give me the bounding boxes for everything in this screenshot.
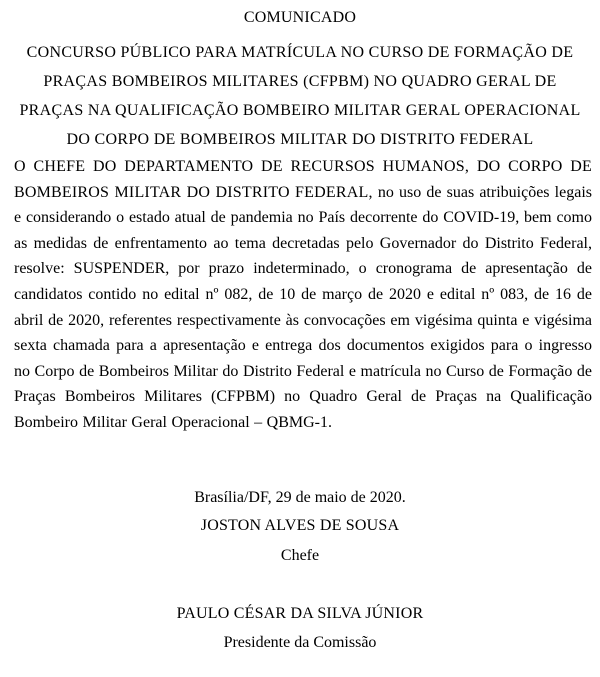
signatory-role: Chefe: [280, 547, 320, 564]
document-body: [14, 154, 592, 436]
subtitle-line: DO CORPO DE BOMBEIROS MILITAR DO DISTRITO FEDERAL: [66, 131, 534, 148]
subtitle-line: CONCURSO PÚBLICO PARA MATRÍCULA NO CURSO DE FORMAÇÃO DE: [26, 44, 574, 61]
body-lead: O CHEFE DO DEPARTAMENTO DE RECURSOS HUMANOS, DO CORPO DE BOMBEIROS MILITAR DO DISTRITO FEDERAL,: [14, 158, 592, 201]
subtitle-line: PRAÇAS BOMBEIROS MILITARES (CFPBM) NO QUADRO GERAL DE: [43, 73, 557, 90]
signatory-name: JOSTON ALVES DE SOUSA: [200, 517, 400, 534]
signatory-role: Presidente da Comissão: [223, 634, 377, 651]
document-subtitle: [16, 38, 584, 154]
signatory-name: PAULO CÉSAR DA SILVA JÚNIOR: [176, 605, 424, 622]
body-text: no uso de suas atribuições legais e considerando o estado atual de pandemia no País decorrente do COVID-19, bem como as medidas de enfrentamento ao tema decretadas pelo Governador do Distrito Federal, resolve: SUSPENDER, por prazo indeterminado, o cronograma de apresentação de candidatos contido no edital nº 082, de 10 de março de 2020 e edital nº 083, de 16 de abril de 2020, referentes respectivamente às convocações em vigésima quinta e vigésima sexta chamada para a apresentação e entrega dos documentos exigidos para o ingresso no Corpo de Bombeiros Militar do Distrito Federal e matrícula no Curso de Formação de Praças Bombeiros Militares (CFPBM) no Quadro Geral de Praças na Qualificação Bombeiro Militar Geral Operacional – QBMG-1.: [14, 183, 592, 431]
document-title: COMUNICADO: [243, 9, 357, 26]
subtitle-line: PRAÇAS NA QUALIFICAÇÃO BOMBEIRO MILITAR GERAL OPERACIONAL: [19, 102, 581, 119]
date-line: Brasília/DF, 29 de maio de 2020.: [194, 489, 406, 506]
